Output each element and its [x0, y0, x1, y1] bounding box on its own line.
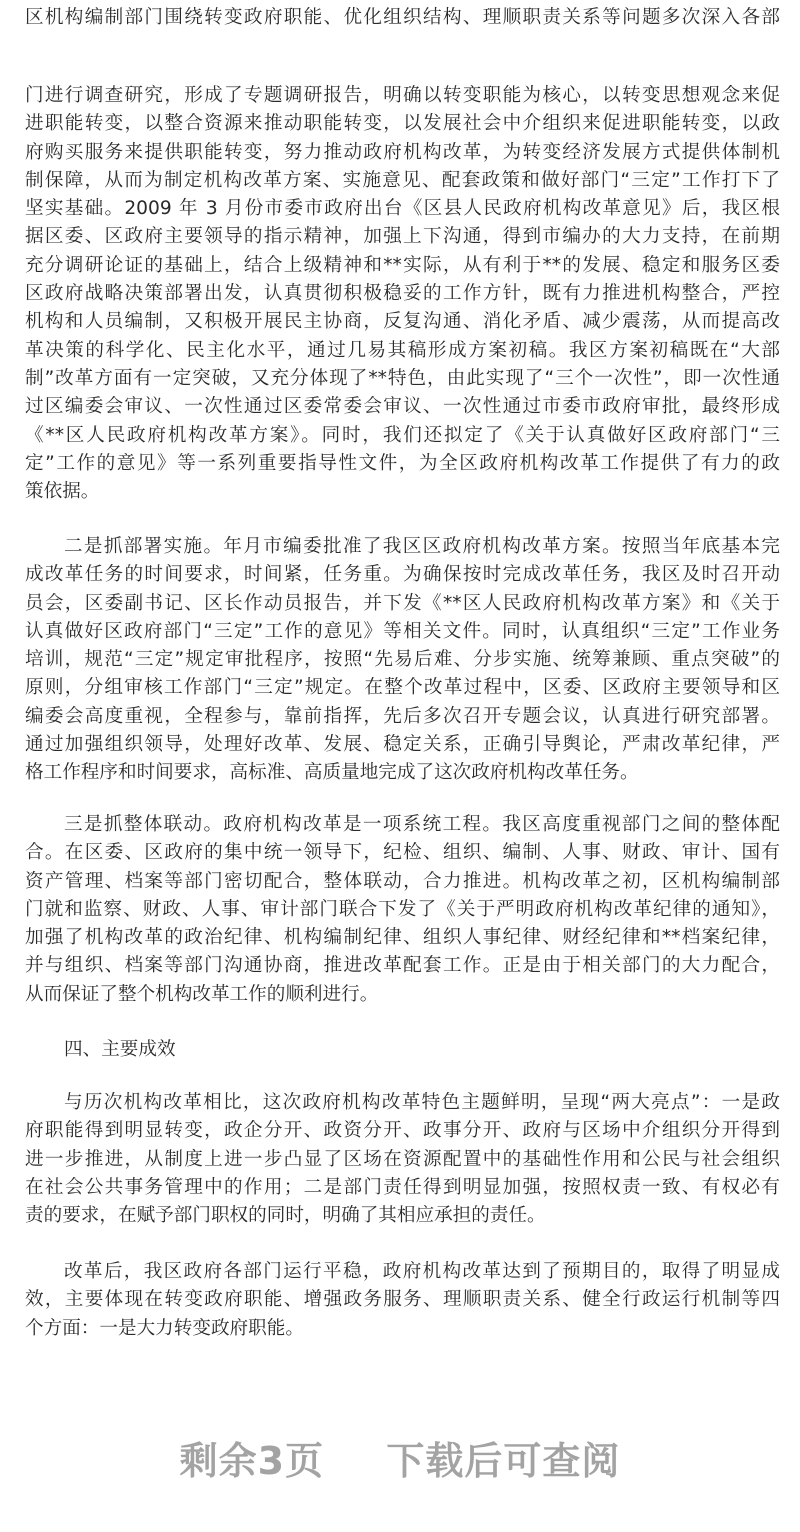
text-line: 区政府战略决策部署出发，认真贯彻积极稳妥的工作方针，既有力推进机构整合，严控 — [25, 283, 780, 305]
text-line: 员会，区委副书记、区长作动员报告，并下发《**区人民政府机构改革方案》和《关于 — [25, 592, 780, 614]
paragraph-highlights — [25, 1089, 780, 1230]
text-line: 责的要求，在赋予部门职权的同时，明确了其相应承担的责任。 — [25, 1205, 546, 1227]
text-line: 加强了机构改革的政治纪律、机构编制纪律、组织人事纪律、财经纪律和**档案纪律， — [25, 927, 780, 949]
text-line: 门就和监察、财政、人事、审计部门联合下发了《关于严明政府机构改革纪律的通知》， — [25, 898, 780, 920]
text-line: 区机构编制部门围绕转变政府职能、优化组织结构、理顺职责关系等问题多次深入各部 — [25, 7, 780, 28]
paragraph-research — [25, 82, 780, 506]
text-line: 进一步推进，从制度上进一步凸显了区场在资源配置中的基础性作用和公民与社会组织 — [25, 1148, 780, 1170]
text-line: 据区委、区政府主要领导的指示精神，加强上下沟通，得到市编办的大力支持，在前期 — [25, 226, 780, 248]
text-line: 资产管理、档案等部门密切配合，整体联动，合力推进。机构改革之初，区机构编制部 — [25, 870, 780, 892]
text-line: 改革后，我区政府各部门运行平稳，政府机构改革达到了预期目的，取得了明显成 — [64, 1261, 780, 1282]
text-line: 《**区人民政府机构改革方案》。同时，我们还拟定了《关于认真做好区政府部门“三 — [25, 424, 780, 446]
text-line: 原则，分组审核工作部门“三定”规定。在整个改革过程中，区委、区政府主要领导和区 — [25, 677, 780, 699]
text-line: 与历次机构改革相比，这次政府机构改革特色主题鲜明，呈现“两大亮点”：一是政 — [64, 1092, 780, 1113]
text-line: 个方面：一是大力转变政府职能。 — [25, 1317, 304, 1339]
text-line: 二是抓部署实施。年月市编委批准了我区区政府机构改革方案。按照当年底基本完 — [64, 536, 780, 557]
section-heading — [25, 1036, 780, 1064]
download-to-view-link[interactable]: 下载后可查阅 — [386, 1439, 621, 1483]
text-line: 在社会公共事务管理中的作用；二是部门责任得到明显加强，按照权责一致、有权必有 — [25, 1176, 780, 1198]
text-line: 策依据。 — [25, 481, 100, 503]
text-line: 制保障，从而为制定机构改革方案、实施意见、配套政策和做好部门“三定”工作打下了 — [25, 169, 780, 191]
paragraph-deployment — [25, 533, 780, 788]
text-line: 通过加强组织领导，处理好改革、发展、稳定关系，正确引导舆论，严肃改革纪律，严 — [25, 734, 780, 756]
text-line: 效，主要体现在转变政府职能、增强政务服务、理顺职责关系、健全行政运行机制等四 — [25, 1289, 780, 1311]
text-line: 府职能得到明显转变，政企分开、政资分开、政事分开、政府与区场中介组织分开得到 — [25, 1120, 780, 1142]
text-line: 府购买服务来提供职能转变，努力推动政府机构改革，为转变经济发展方式提供体制机 — [25, 141, 780, 163]
text-line: 从而保证了整个机构改革工作的顺利进行。 — [25, 983, 379, 1005]
text-line: 坚实基础。2009 年 3 月份市委市政府出台《区县人民政府机构改革意见》后，我区根 — [25, 198, 780, 220]
text-line: 合。在区委、区政府的集中统一领导下，纪检、组织、编制、人事、财政、审计、国有 — [25, 842, 780, 864]
paragraph-results — [25, 1258, 780, 1343]
text-line: 门进行调查研究，形成了专题调研报告，明确以转变职能为核心，以转变思想观念来促 — [25, 85, 780, 106]
paragraph-intro-line — [25, 4, 780, 32]
paragraph-coordination — [25, 811, 780, 1009]
text-line: 认真做好区政府部门“三定”工作的意见》等相关文件。同时，认真组织“三定”工作业务 — [25, 620, 780, 642]
text-line: 充分调研论证的基础上，结合上级精神和**实际，从有利于**的发展、稳定和服务区委 — [25, 254, 780, 276]
text-line: 机构和人员编制，又积极开展民主协商，反复沟通、消化矛盾、减少震荡，从而提高改 — [25, 311, 780, 333]
text-line: 培训，规范“三定”规定审批程序，按照“先易后难、分步实施、统筹兼顾、重点突破”的 — [25, 649, 780, 671]
text-line: 编委会高度重视，全程参与，靠前指挥，先后多次召开专题会议，认真进行研究部署。 — [25, 705, 780, 727]
text-line: 三是抓整体联动。政府机构改革是一项系统工程。我区高度重视部门之间的整体配 — [64, 814, 780, 835]
text-line: 过区编委会审议、一次性通过区委常委会审议、一次性通过市委市政府审批，最终形成 — [25, 396, 780, 418]
text-line: 并与组织、档案等部门沟通协商，推进改革配套工作。正是由于相关部门的大力配合， — [25, 955, 780, 977]
text-line: 格工作程序和时间要求，高标准、高质量地完成了这次政府机构改革任务。 — [25, 762, 639, 784]
text-line: 定”工作的意见》等一系列重要指导性文件，为全区政府机构改革工作提供了有力的政 — [25, 452, 780, 474]
text-line: 进职能转变，以整合资源来推动职能转变，以发展社会中介组织来促进职能转变，以政 — [25, 113, 780, 135]
text-line: 制”改革方面有一定突破，又充分体现了**特色，由此实现了“三个一次性”，即一次性通 — [25, 367, 780, 389]
text-line: 四、主要成效 — [64, 1039, 176, 1060]
text-line: 成改革任务的时间要求，时间紧，任务重。为确保按时完成改革任务，我区及时召开动 — [25, 564, 780, 586]
paywall-banner[interactable] — [0, 1430, 800, 1485]
text-line: 革决策的科学化、民主化水平，通过几易其稿形成方案初稿。我区方案初稿既在“大部 — [25, 339, 780, 361]
remaining-pages-label: 剩余3页 — [179, 1439, 325, 1483]
